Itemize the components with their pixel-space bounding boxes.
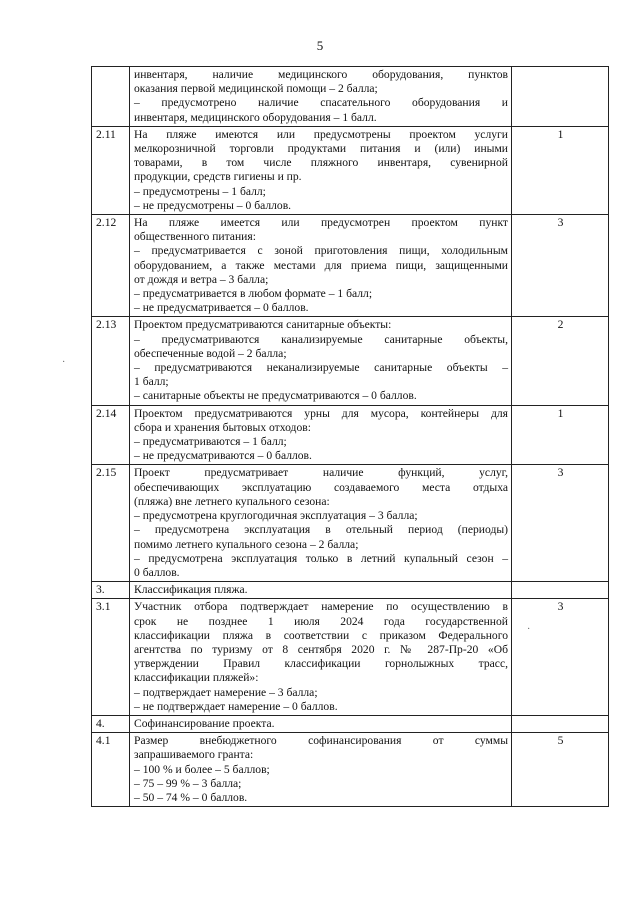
criteria-score-cell xyxy=(512,715,609,732)
criteria-score-cell: 3 xyxy=(512,599,609,716)
criteria-text-line: – 100 % и более – 5 баллов; xyxy=(134,762,270,776)
criteria-text-line: обеспеченные водой – 2 балла; xyxy=(134,346,287,360)
criteria-text-line: – предусмотрено наличие спасательного оборудования и xyxy=(134,96,508,110)
criteria-row xyxy=(92,215,609,317)
criteria-text-line: На пляже имеется или предусмотрен проектом пункт xyxy=(134,216,508,230)
criteria-text-line: классификации пляжа в соответствии с приказом Федерального xyxy=(134,628,508,642)
criteria-number-cell: 3.1 xyxy=(92,599,130,716)
criteria-row xyxy=(92,126,609,214)
criteria-text-line: – санитарные объекты не предусматриваются – 0 баллов. xyxy=(134,389,417,403)
criteria-row xyxy=(92,733,609,807)
criteria-row xyxy=(92,67,609,127)
criteria-text-line: запрашиваемого гранта: xyxy=(134,748,254,762)
criteria-text-line: – 50 – 74 % – 0 баллов. xyxy=(134,790,248,804)
criteria-text-line: – предусмотрены – 1 балл; xyxy=(134,184,266,198)
criteria-row xyxy=(92,715,609,732)
criteria-description-cell xyxy=(130,599,512,716)
criteria-description-cell xyxy=(130,405,512,465)
criteria-text-line: от дождя и ветра – 3 балла; xyxy=(134,272,269,286)
criteria-text-line: классификации пляжей»: xyxy=(134,671,259,685)
page-number: 5 xyxy=(316,38,324,53)
criteria-text-line: инвентаря, медицинского оборудования – 1 балл. xyxy=(134,110,377,124)
criteria-text-line: – не подтверждает намерение – 0 баллов. xyxy=(134,699,338,713)
criteria-text-line: (пляжа) вне летнего купального сезона: xyxy=(134,494,330,508)
criteria-description-cell xyxy=(130,715,512,732)
criteria-text-line: – предусмотрена эксплуатация в отельный период (периоды) xyxy=(134,523,508,537)
criteria-text-line: – предусматриваются неканализируемые санитарные объекты – xyxy=(134,361,508,375)
criteria-score-cell: 5 xyxy=(512,733,609,807)
criteria-row xyxy=(92,317,609,405)
criteria-description-cell xyxy=(130,733,512,807)
criteria-text-line: 1 балл; xyxy=(134,375,169,389)
criteria-text-line: мелкорозничной торговли продуктами питания и (или) иными xyxy=(134,142,508,156)
criteria-number-cell xyxy=(92,67,130,127)
criteria-number-cell: 4. xyxy=(92,715,130,732)
criteria-row xyxy=(92,405,609,465)
criteria-text-line: 0 баллов. xyxy=(134,565,180,579)
criteria-text-line: Проект предусматривает наличие функций, услуг, xyxy=(134,466,508,480)
criteria-text-line: Софинансирование проекта. xyxy=(134,716,275,730)
criteria-text-line: – не предусматриваются – 0 баллов. xyxy=(134,449,312,463)
criteria-table-body xyxy=(92,67,609,807)
criteria-number-cell: 2.13 xyxy=(92,317,130,405)
scan-speck: · xyxy=(62,357,66,368)
criteria-text-line: Классификация пляжа. xyxy=(134,583,248,597)
criteria-number-cell: 2.15 xyxy=(92,465,130,582)
criteria-text-line: – 75 – 99 % – 3 балла; xyxy=(134,776,242,790)
criteria-text-line: агентства по туризму от 8 сентября 2020 г. № 287-Пр-20 «Об xyxy=(134,642,508,656)
criteria-description-cell xyxy=(130,582,512,599)
criteria-text-line: – подтверждает намерение – 3 балла; xyxy=(134,685,318,699)
criteria-text-line: – предусматриваются канализируемые санитарные объекты, xyxy=(134,332,508,346)
criteria-table xyxy=(91,66,609,807)
criteria-text-line: обеспечивающих эксплуатацию создаваемого места отдыха xyxy=(134,480,508,494)
criteria-text-line: Участник отбора подтверждает намерение по осуществлению в xyxy=(134,600,508,614)
criteria-text-line: товарами, в том числе пляжного инвентаря, сувенирной xyxy=(134,156,508,170)
criteria-row xyxy=(92,582,609,599)
criteria-text-line: помимо летнего купального сезона – 2 балла; xyxy=(134,537,359,551)
criteria-text-line: общественного питания: xyxy=(134,230,256,244)
criteria-text-line: На пляже имеются или предусмотрены проектом услуги xyxy=(134,127,508,141)
criteria-text-line: Размер внебюджетного софинансирования от суммы xyxy=(134,734,508,748)
criteria-text-line: инвентаря, наличие медицинского оборудования, пунктов xyxy=(134,68,508,81)
criteria-number-cell: 2.14 xyxy=(92,405,130,465)
criteria-row xyxy=(92,465,609,582)
criteria-text-line: – не предусмотрены – 0 баллов. xyxy=(134,198,292,212)
criteria-text-line: – предусмотрена эксплуатация только в летний купальный сезон – xyxy=(134,551,508,565)
criteria-score-cell: 3 xyxy=(512,465,609,582)
scan-speck: · xyxy=(527,624,531,635)
criteria-score-cell xyxy=(512,67,609,127)
criteria-number-cell: 3. xyxy=(92,582,130,599)
criteria-row xyxy=(92,599,609,716)
criteria-text-line: – не предусматривается – 0 баллов. xyxy=(134,301,309,315)
criteria-text-line: срок не позднее 1 июля 2024 года государственной xyxy=(134,614,508,628)
criteria-text-line: оборудованием, а также местами для приема пищи, защищенными xyxy=(134,258,508,272)
criteria-description-cell xyxy=(130,215,512,317)
criteria-text-line: – предусмотрена круглогодичная эксплуатация – 3 балла; xyxy=(134,509,418,523)
criteria-score-cell: 2 xyxy=(512,317,609,405)
criteria-score-cell xyxy=(512,582,609,599)
criteria-text-line: Проектом предусматриваются урны для мусора, контейнеры для xyxy=(134,406,508,420)
criteria-text-line: Проектом предусматриваются санитарные объекты: xyxy=(134,318,392,332)
criteria-number-cell: 2.12 xyxy=(92,215,130,317)
criteria-text-line: – предусматриваются – 1 балл; xyxy=(134,435,287,449)
criteria-description-cell xyxy=(130,126,512,214)
criteria-description-cell xyxy=(130,465,512,582)
criteria-text-line: оказания первой медицинской помощи – 2 балла; xyxy=(134,82,378,96)
criteria-text-line: сбора и хранения бытовых отходов: xyxy=(134,420,311,434)
criteria-score-cell: 1 xyxy=(512,405,609,465)
criteria-text-line: – предусматривается с зоной приготовления пищи, холодильным xyxy=(134,244,508,258)
criteria-number-cell: 4.1 xyxy=(92,733,130,807)
criteria-text-line: утверждении Правил классификации горнолыжных трасс, xyxy=(134,657,508,671)
criteria-score-cell: 3 xyxy=(512,215,609,317)
criteria-text-line: продукции, средств гигиены и пр. xyxy=(134,170,302,184)
criteria-number-cell: 2.11 xyxy=(92,126,130,214)
criteria-description-cell xyxy=(130,67,512,127)
criteria-description-cell xyxy=(130,317,512,405)
criteria-text-line: – предусматривается в любом формате – 1 балл; xyxy=(134,287,373,301)
criteria-score-cell: 1 xyxy=(512,126,609,214)
